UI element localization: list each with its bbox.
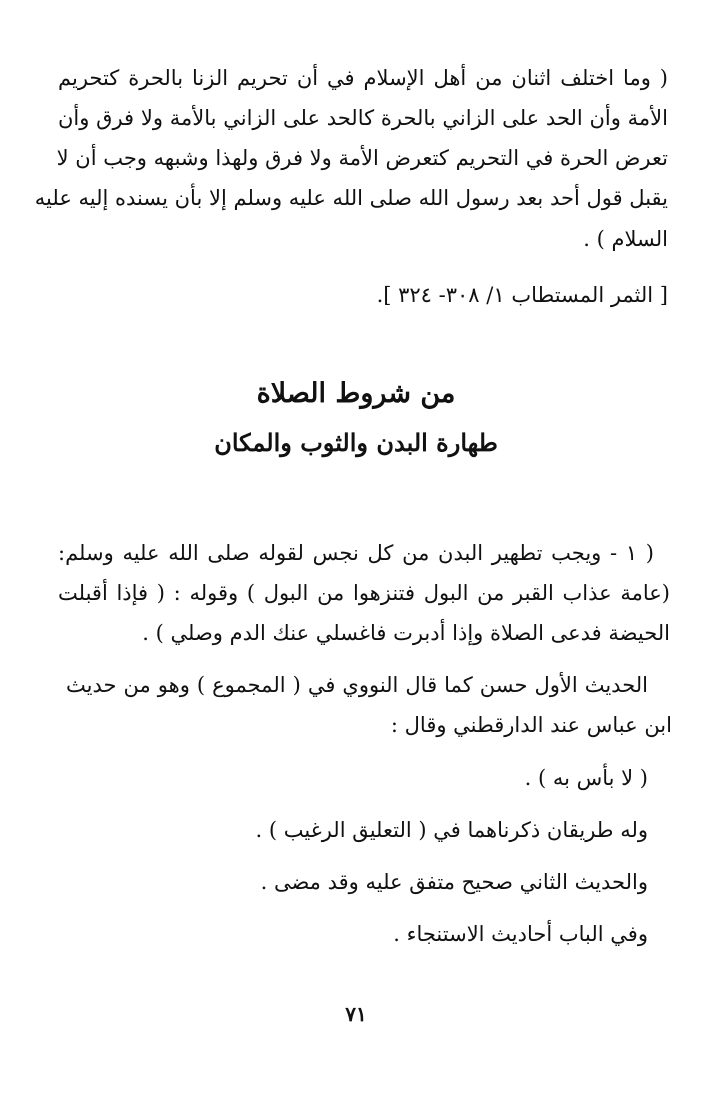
citation: [ الثمر المستطاب ١/ ٣٠٨- ٣٢٤ ]. bbox=[376, 283, 668, 307]
item-line-3: الحيضة فدعى الصلاة وإذا أدبرت فاغسلي عنك الدم وصلي ) . bbox=[142, 621, 670, 645]
quote-line-1: ( وما اختلف اثنان من أهل الإسلام في أن تحريم الزنا بالحرة كتحريم bbox=[58, 66, 668, 90]
section-title: من شروط الصلاة bbox=[256, 378, 456, 409]
quote-line-5: السلام ) . bbox=[583, 227, 668, 251]
commentary-line-5: والحديث الثاني صحيح متفق عليه وقد مضى . bbox=[260, 870, 648, 894]
item-line-2: (عامة عذاب القبر من البول فتنزهوا من البول ) وقوله : ( فإذا أقبلت bbox=[58, 581, 670, 605]
quote-line-3: تعرض الحرة في التحريم كتعرض الأمة ولا فرق ولهذا وشبهه وجب أن لا bbox=[56, 146, 668, 170]
commentary-line-2: ابن عباس عند الدارقطني وقال : bbox=[390, 713, 672, 737]
commentary-line-6: وفي الباب أحاديث الاستنجاء . bbox=[393, 922, 648, 946]
commentary-line-4: وله طريقان ذكرناهما في ( التعليق الرغيب ) . bbox=[255, 818, 648, 842]
commentary-line-1: الحديث الأول حسن كما قال النووي في ( المجموع ) وهو من حديث bbox=[66, 673, 648, 697]
item-line-1: ( ١ - ويجب تطهير البدن من كل نجس لقوله صلى الله عليه وسلم: bbox=[58, 541, 654, 565]
quote-line-4: يقبل قول أحد بعد رسول الله صلى الله عليه وسلم إلا بأن يسنده إليه عليه bbox=[34, 186, 668, 210]
page-number: ٧١ bbox=[345, 1002, 367, 1026]
quote-line-2: الأمة وأن الحد على الزاني بالحرة كالحد على الزاني بالأمة ولا فرق وأن bbox=[58, 106, 668, 130]
section-subtitle: طهارة البدن والثوب والمكان bbox=[214, 428, 498, 457]
commentary-line-3: ( لا بأس به ) . bbox=[524, 766, 648, 790]
